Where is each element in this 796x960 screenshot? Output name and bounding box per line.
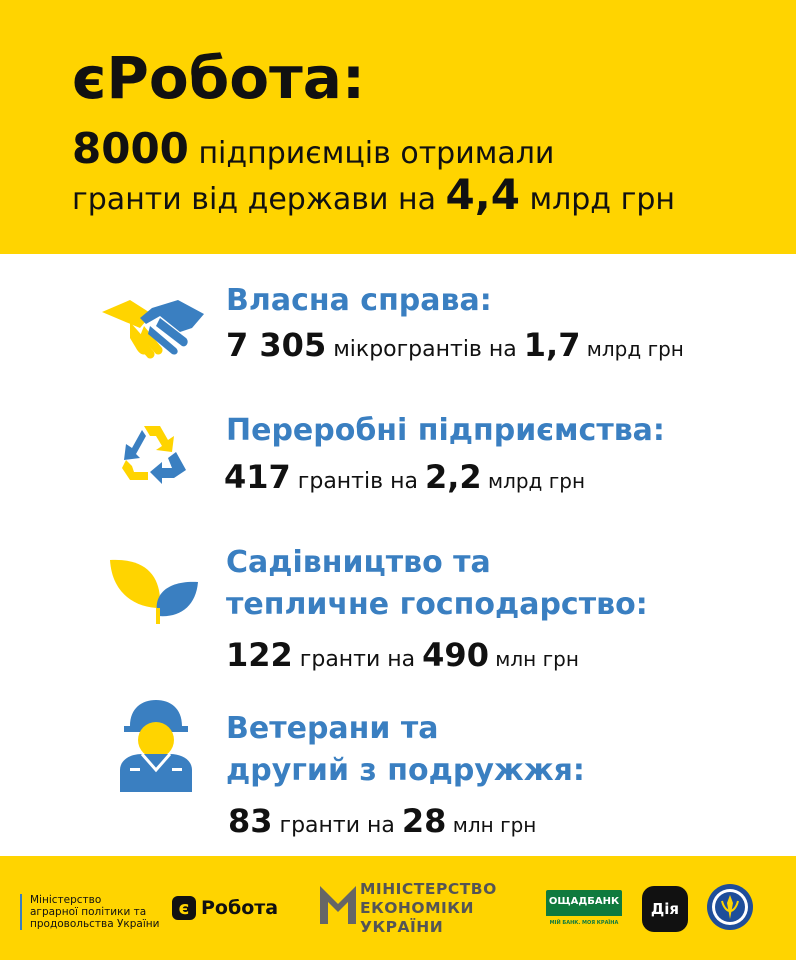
stat-unit: млрд грн [481,469,586,493]
minagro-line-1: Міністерство [30,894,102,906]
stat-unit: млрд грн [580,337,684,361]
headline-line-1 [72,124,554,173]
headline-unit: млрд грн [519,182,676,217]
category-own-business: Власна справа: [226,283,492,318]
mineco-line-2: ЕКОНОМІКИ [360,899,474,917]
mineco-line-1: МІНІСТЕРСТВО [360,880,497,898]
erobota-word: Робота [201,897,279,919]
stat-unit: млн грн [488,647,579,671]
stat-mid: мікрогрантів на [326,337,524,362]
stat-count: 83 [228,802,273,840]
stat-gardening [226,636,579,674]
stat-count: 122 [226,636,293,674]
soldier-icon [116,696,196,792]
category-veterans-line1: Ветерани та [226,711,439,746]
leaves-icon [106,556,202,626]
mineco-line-3: УКРАЇНИ [360,918,444,936]
stat-amount: 490 [422,636,489,674]
stat-amount: 28 [401,802,447,840]
headline-line-2 [72,170,675,219]
minagro-line-3: продовольства України [30,918,160,930]
headline-text-1: підприємців отримали [188,136,555,171]
stat-count: 7 305 [226,326,327,364]
stat-mid: грантів на [290,469,425,494]
stat-own-business [226,326,684,364]
employment-service-seal-icon [706,883,754,931]
category-veterans-line2: другий з подружжя: [226,753,585,788]
mineco-emblem-icon [318,876,358,928]
erobota-logo [172,896,278,920]
headline-count: 8000 [72,124,189,173]
category-gardening-line2: тепличне господарство: [226,587,648,622]
category-processing: Переробні підприємства: [226,413,665,448]
stat-count: 417 [224,458,291,496]
headline-text-2: гранти від держави на [72,182,446,217]
stat-processing [224,458,585,496]
oschadbank-slogan: МІЙ БАНК. МОЯ КРАЇНА [546,916,622,930]
stat-unit: млн грн [446,813,537,837]
page-title: єРобота: [72,44,366,112]
stat-amount: 1,7 [523,326,581,364]
headline-amount: 4,4 [445,170,520,219]
mineco-logo-text [360,880,497,937]
diia-logo: Дія [642,886,688,932]
stat-mid: гранти на [272,813,402,838]
oschadbank-name: ОЩАДБАНК [548,896,620,907]
stat-amount: 2,2 [424,458,482,496]
recycle-icon [118,420,192,486]
stat-veterans [228,802,536,840]
minagro-logo [20,894,159,930]
minagro-line-2: аграрної політики та [30,906,147,918]
handshake-icon [100,292,206,364]
category-gardening-line1: Садівництво та [226,545,491,580]
oschadbank-logo [546,890,622,930]
erobota-badge: є [172,896,196,920]
stat-mid: гранти на [292,647,423,672]
